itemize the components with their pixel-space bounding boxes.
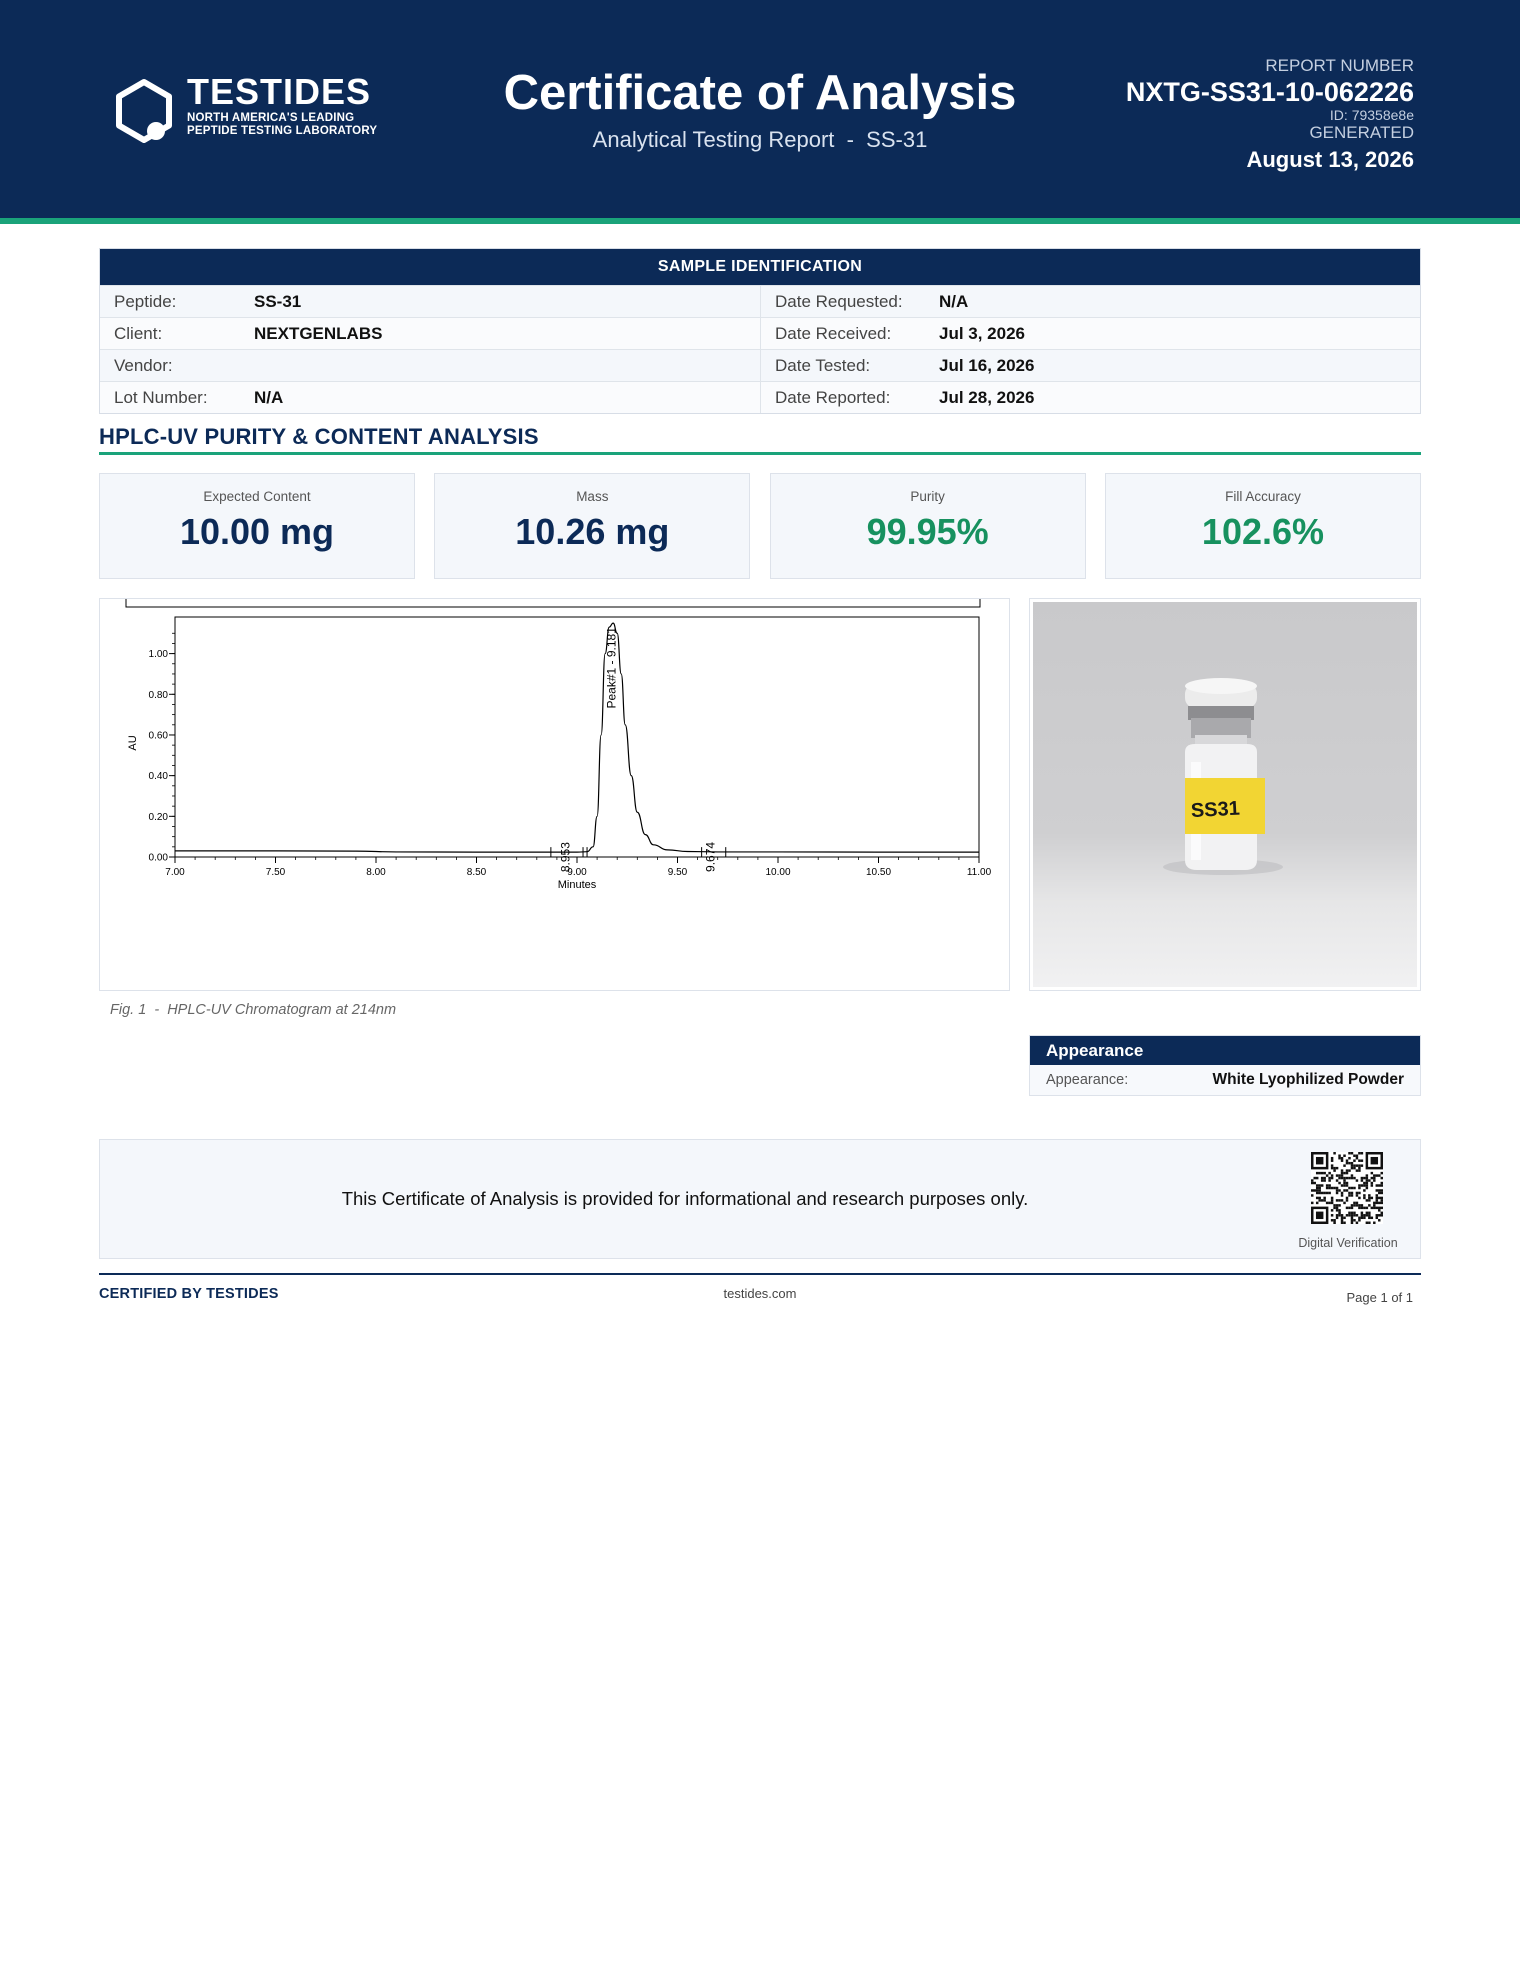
appearance-table [1029,1035,1421,1096]
brand [187,72,377,138]
sample-photo-panel [1029,598,1421,991]
metric-card-purity [770,473,1086,579]
peak-label: 8.953 [558,842,573,873]
metric-card-fill-accuracy [1105,473,1421,579]
sample-vial-photo [1033,602,1417,987]
y-tick-label: 0.60 [148,730,168,742]
chromatogram-chart [100,599,1009,990]
metric-card-mass [434,473,750,579]
x-tick-label: 8.00 [366,867,386,878]
y-tick-label: 0.20 [148,811,168,823]
y-tick-label: 0.40 [148,771,168,783]
metric-card-expected-content [99,473,415,579]
report-number-label: REPORT NUMBER [1265,56,1414,75]
field-value: Jul 28, 2026 [939,387,1035,407]
x-tick-label: 7.00 [165,867,185,878]
field-label: Lot Number: [114,387,208,407]
vial-illustration [1033,602,1417,987]
document-subtitle: Analytical Testing Report - SS-31 [592,127,928,152]
vial-label-text: SS31 [1190,797,1241,823]
report-number: NXTG-SS31-10-062226 [1125,77,1414,107]
metric-value: 99.95% [866,511,989,552]
x-tick-label: 9.50 [667,867,688,878]
header-accent-stripe [0,218,1520,224]
report-header [0,0,1520,218]
metric-value: 10.26 mg [515,511,670,552]
footer-divider [99,1273,1421,1275]
field-label: Date Received: [775,323,892,343]
plot-frame [175,617,979,857]
field-label: Date Reported: [775,387,891,407]
y-tick-label: 0.80 [148,689,168,701]
x-tick-label: 11.00 [966,867,992,878]
analysis-section-title: HPLC-UV PURITY & CONTENT ANALYSIS [99,424,539,449]
x-tick-label: 8.50 [466,867,487,878]
field-value: NEXTGENLABS [254,323,383,343]
peak-label: 9.674 [703,841,718,872]
hexagon-logo-icon [108,76,180,148]
metric-label: Expected Content [203,489,311,504]
y-tick-label: 0.00 [148,852,168,864]
disclaimer-box [99,1139,1421,1259]
metric-cards [99,473,1421,579]
field-label: Date Requested: [775,291,903,311]
certified-by: CERTIFIED BY TESTIDES [99,1286,279,1302]
table-row [100,317,1420,349]
y-axis-label: AU [127,735,139,751]
table-row [100,349,1420,381]
report-meta [1126,56,1414,175]
sample-identification-heading: SAMPLE IDENTIFICATION [100,249,1420,285]
axis-ticks [169,633,979,863]
report-id: ID: 79358e8e [1329,107,1414,123]
generated-label: GENERATED [1309,123,1414,142]
brand-name: TESTIDES [187,71,372,112]
figure-caption: Fig. 1 - HPLC-UV Chromatogram at 214nm [110,1002,397,1018]
x-axis-label: Minutes [557,879,597,891]
field-value: N/A [254,387,284,407]
sample-identification-table [99,248,1421,414]
peak-labels [559,627,718,872]
peak-label: Peak#1 - 9.181 [604,627,619,709]
field-value: Jul 16, 2026 [939,355,1035,375]
title-block [400,64,1120,154]
qr-code-icon[interactable] [1311,1152,1383,1224]
field-label: Client: [114,323,163,343]
x-tick-label: 7.50 [265,867,286,878]
brand-tagline-2: PEPTIDE TESTING LABORATORY [187,125,378,137]
x-tick-label: 10.00 [765,867,791,878]
y-tick-label: 1.00 [148,649,168,661]
field-value: Jul 3, 2026 [939,323,1026,343]
document-title: Certificate of Analysis [503,66,1017,120]
metric-value: 102.6% [1201,511,1325,552]
qr-label: Digital Verification [1298,1236,1398,1250]
metric-value: 10.00 mg [179,511,335,552]
table-row [100,285,1420,317]
appearance-value: White Lyophilized Powder [1212,1071,1404,1088]
field-value: N/A [939,291,969,311]
field-label: Date Tested: [775,355,871,375]
appearance-label: Appearance: [1046,1072,1129,1088]
generated-date: August 13, 2026 [1246,147,1414,172]
metric-label: Fill Accuracy [1225,489,1301,504]
website-link[interactable]: testides.com [723,1286,797,1301]
metric-label: Purity [910,489,945,504]
page-number: Page 1 of 1 [1346,1290,1413,1305]
field-value: SS-31 [254,291,302,311]
section-divider [99,452,1421,455]
table-row [1030,1065,1420,1095]
disclaimer-text: This Certificate of Analysis is provided for informational and research purposes only. [341,1188,1029,1209]
x-tick-label: 10.50 [865,867,892,878]
field-label: Peptide: [114,291,177,311]
x-tick-label: 9.00 [567,867,587,878]
table-row [100,381,1420,413]
brand-tagline-1: NORTH AMERICA'S LEADING [187,112,355,124]
chromatogram-panel [99,598,1010,991]
chromatogram-trace [175,623,979,852]
field-label: Vendor: [114,355,173,375]
chart-top-bracket [126,599,980,607]
metric-label: Mass [576,489,609,504]
appearance-heading: Appearance [1030,1036,1420,1065]
